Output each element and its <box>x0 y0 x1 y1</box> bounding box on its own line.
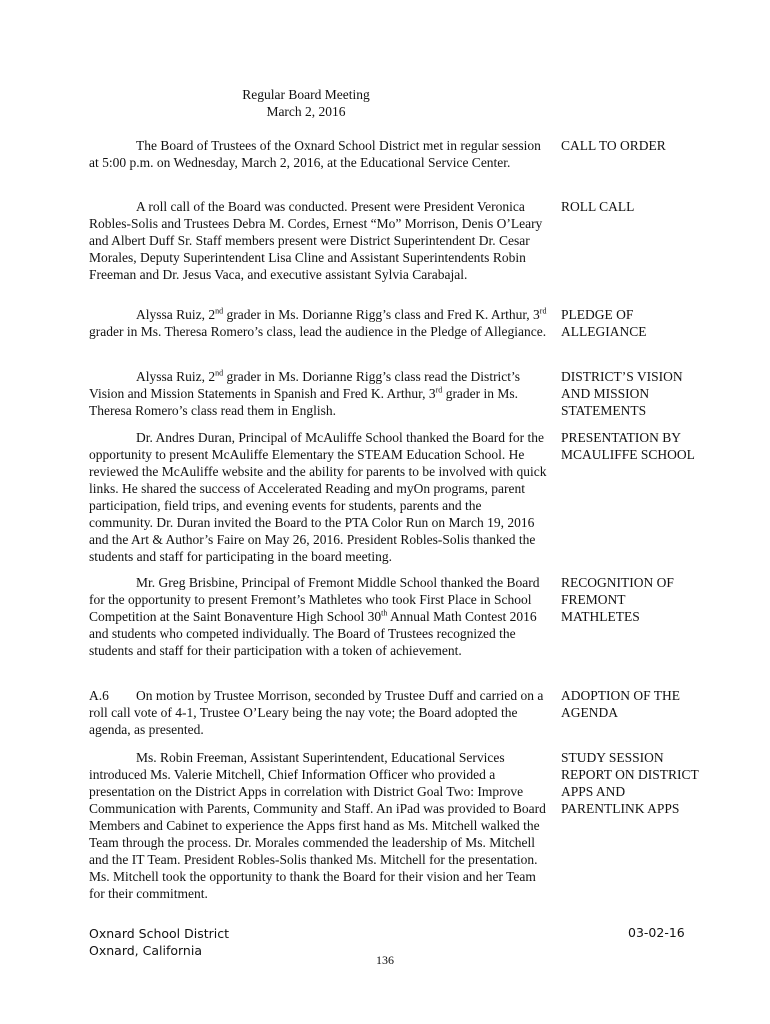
section-label: STUDY SESSION REPORT ON DISTRICT APPS AND PARENTLINK APPS <box>561 750 699 816</box>
section-text: Alyssa Ruiz, 2nd grader in Ms. Dorianne Rigg’s class and Fred K. Arthur, 3rd grader in Ms. Theresa Romero’s class, lead the audience in the Pledge of Allegiance. <box>89 306 547 339</box>
footer-district-info <box>89 925 229 959</box>
meeting-date: March 2, 2016 <box>266 104 346 119</box>
footer-location: Oxnard, California <box>89 943 202 958</box>
page-number: 136 <box>376 953 394 967</box>
section-text: A.6 On motion by Trustee Morrison, seconded by Trustee Duff and carried on a roll call vote of 4-1, Trustee O’Leary being the nay vote; the Board adopted the agenda, as presented. <box>89 688 544 737</box>
section-text: Alyssa Ruiz, 2nd grader in Ms. Dorianne Rigg’s class read the District’s Vision and Mission Statements in Spanish and Fred K. Arthur, 3rd grader in Ms. Theresa Romero’s class read them in English. <box>89 368 521 418</box>
section-label: ROLL CALL <box>561 199 635 214</box>
footer-date: 03-02-16 <box>628 925 685 940</box>
section-label: DISTRICT’S VISION AND MISSION STATEMENTS <box>561 369 683 418</box>
section-label: CALL TO ORDER <box>561 138 666 153</box>
section-label: ADOPTION OF THE AGENDA <box>561 688 681 720</box>
section-text: A roll call of the Board was conducted. Present were President Veronica Robles-Solis and Trustees Debra M. Cordes, Ernest “Mo” Morrison, Denis O’Leary and Albert Duff Sr. Staff members present were District Superintendent Dr. Cesar Morales, Deputy Superintendent Lisa Cline and Assistant Superintendents Robin Freeman and Dr. Jesus Vaca, and executive assistant Sylvia Carabajal. <box>89 199 543 282</box>
section-label: RECOGNITION OF FREMONT MATHLETES <box>561 575 674 624</box>
item-number: A.6 <box>89 688 109 703</box>
meeting-header <box>0 86 612 120</box>
meeting-title: Regular Board Meeting <box>242 87 370 102</box>
section-text: Ms. Robin Freeman, Assistant Superintendent, Educational Services introduced Ms. Valerie Mitchell, Chief Information Officer who provided a presentation on the District Apps in correlation with District Goal Two: Improve Communication with Parents, Community and Staff. An iPad was provided to Board Members and Cabinet to experience the Apps first hand as Ms. Mitchell walked the Team through the process. Dr. Morales commended the leadership of Ms. Mitchell and the IT Team. President Robles-Solis thanked Ms. Mitchell for the presentation. Ms. Mitchell took the opportunity to thank the Board for their vision and her Team for their commitment. <box>89 750 546 901</box>
section-label: PLEDGE OF ALLEGIANCE <box>561 307 647 339</box>
footer-district: Oxnard School District <box>89 926 230 941</box>
section-text: Mr. Greg Brisbine, Principal of Fremont Middle School thanked the Board for the opportunity to present Fremont’s Mathletes who took First Place in School Competition at the Saint Bonaventure High School 30th Annual Math Contest 2016 and students who competed individually. The Board of Trustees recognized the students and staff for their participation with a token of achievement. <box>89 575 540 658</box>
section-label: PRESENTATION BY MCAULIFFE SCHOOL <box>561 430 695 462</box>
section-text: The Board of Trustees of the Oxnard School District met in regular session at 5:00 p.m. on Wednesday, March 2, 2016, at the Educational Service Center. <box>89 138 541 170</box>
section-text: Dr. Andres Duran, Principal of McAuliffe School thanked the Board for the opportunity to present McAuliffe Elementary the STEAM Education School. He reviewed the McAuliffe website and the ability for parents to be involved with quick links. He shared the success of Accelerated Reading and myOn programs, parent participation, field trips, and evening events for students, parents and the community. Dr. Duran invited the Board to the PTA Color Run on March 19, 2016 and the Art & Author’s Faire on May 26, 2016. President Robles-Solis thanked the students and staff for participating in the board meeting. <box>89 430 547 564</box>
